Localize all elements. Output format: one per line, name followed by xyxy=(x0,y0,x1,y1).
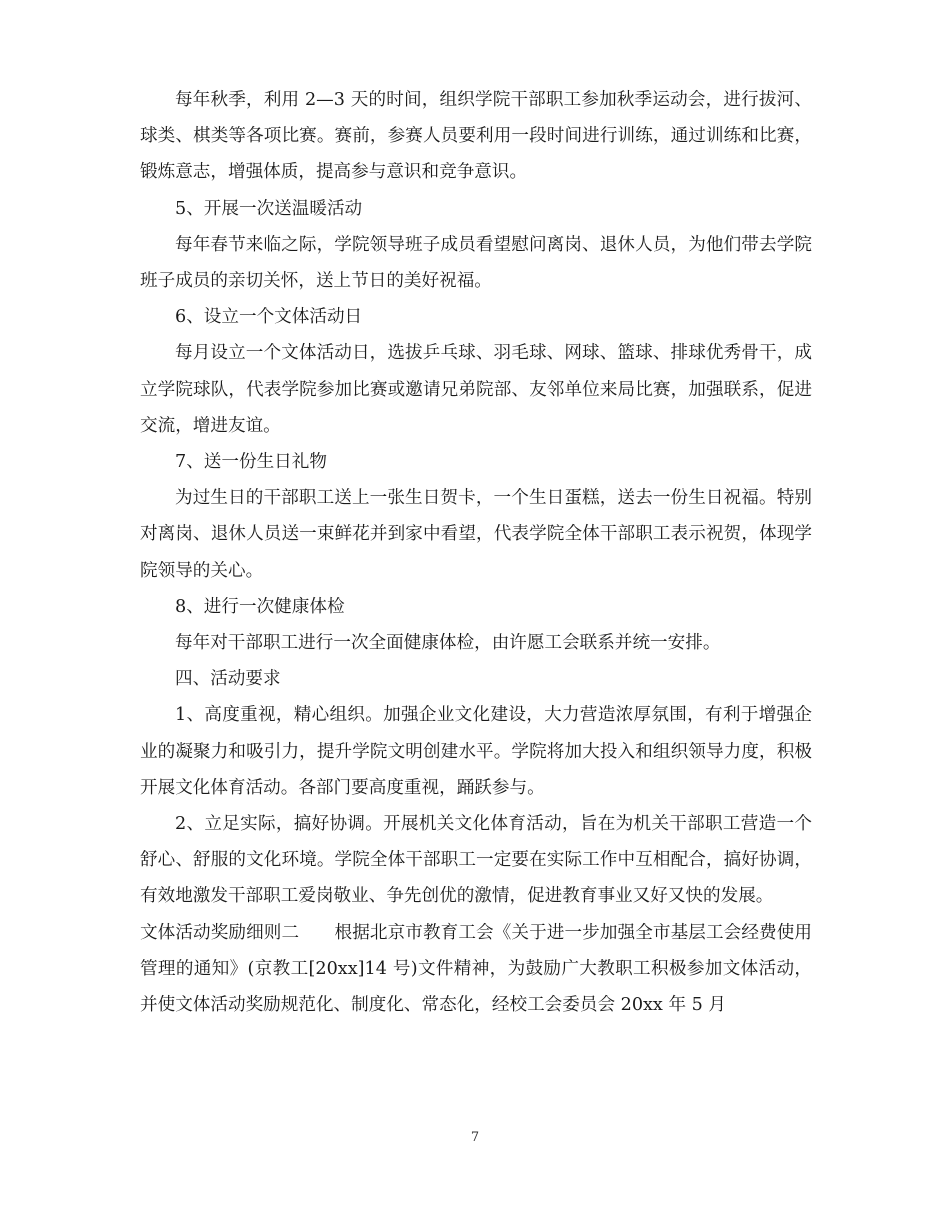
paragraph-requirement-2: 2、立足实际，搞好协调。开展机关文化体育活动，旨在为机关干部职工营造一个舒心、舒服的文化环境。学院全体干部职工一定要在实际工作中互相配合，搞好协调，有效地激发干部职工爱岗敬业、争先创优的激情，促进教育事业又好又快的发展。 xyxy=(140,814,812,907)
paragraph-annual-checkup: 每年对干部职工进行一次全面健康体检，由许愿工会联系并统一安排。 xyxy=(175,633,721,654)
heading-warmth-activity: 5、开展一次送温暖活动 xyxy=(175,198,363,219)
paragraph-monthly-sports-day: 每月设立一个文体活动日，选拔乒乓球、羽毛球、网球、篮球、排球优秀骨干，成立学院球队，代表学院参加比赛或邀请兄弟院部、友邻单位来局比赛，加强联系，促进交流，增进友谊。 xyxy=(140,343,812,436)
paragraph-birthday-card: 为过生日的干部职工送上一张生日贺卡，一个生日蛋糕，送去一份生日祝福。特别对离岗、退休人员送一束鲜花并到家中看望，代表学院全体干部职工表示祝贺，体现学院领导的关心。 xyxy=(140,488,812,581)
paragraph-spring-festival-visit: 每年春节来临之际，学院领导班子成员看望慰问离岗、退休人员，为他们带去学院班子成员的亲切关怀，送上节日的美好祝福。 xyxy=(140,234,812,292)
heading-sports-day: 6、设立一个文体活动日 xyxy=(175,307,363,328)
heading-birthday-gift: 7、送一份生日礼物 xyxy=(175,452,327,473)
page-number: 7 xyxy=(470,1130,480,1145)
paragraph-autumn-sports: 每年秋季，利用 2—3 天的时间，组织学院干部职工参加秋季运动会，进行拔河、球类、棋类等各项比赛。赛前，参赛人员要利用一段时间进行训练，通过训练和比赛，锻炼意志，增强体质，提高参与意识和竞争意识。 xyxy=(140,90,812,183)
document-body xyxy=(140,82,812,1023)
heading-health-checkup: 8、进行一次健康体检 xyxy=(175,596,345,617)
paragraph-requirement-1: 1、高度重视，精心组织。加强企业文化建设，大力营造浓厚氛围，有利于增强企业的凝聚力和吸引力，提升学院文明创建水平。学院将加大投入和组织领导力度，积极开展文化体育活动。各部门要高度重视，踊跃参与。 xyxy=(140,705,812,798)
paragraph-reward-rules-two: 文体活动奖励细则二 根据北京市教育工会《关于进一步加强全市基层工会经费使用管理的通知》(京教工[20xx]14 号)文件精神，为鼓励广大教职工积极参加文体活动，并使文体活动奖励规范化、制度化、常态化，经校工会委员会 20xx 年 5 月 xyxy=(140,922,812,1016)
heading-activity-requirements: 四、活动要求 xyxy=(175,669,281,690)
